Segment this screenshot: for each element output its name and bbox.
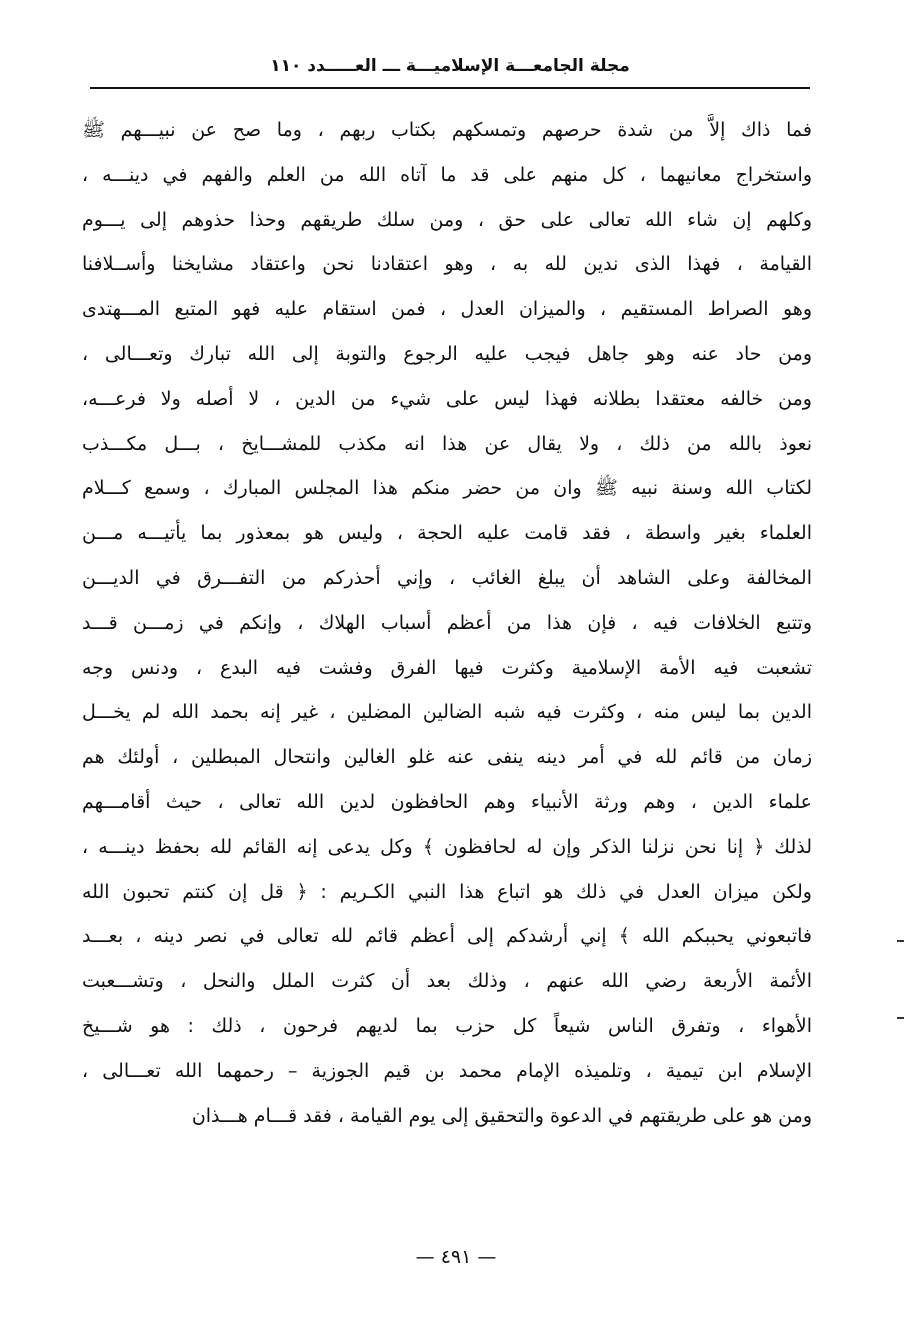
text-line: العلماء بغير واسطة ، فقد قامت عليه الحجة ، وليس هو بمعذور بما يأتيـــه مـــن xyxy=(82,522,812,545)
margin-mark xyxy=(897,940,904,942)
text-line: وتتبع الخلافات فيه ، فإن هذا من أعظم أسباب الهلاك ، وإنكم في زمـــن قـــد xyxy=(82,611,812,634)
page-number: — ٤٩١ — xyxy=(415,1246,497,1268)
text-line: الأهواء ، وتفرق الناس شيعاً كل حزب بما لديهم فرحون ، ذلك : هو شـــيخ xyxy=(82,1014,812,1037)
text-line: الدين بما ليس منه ، وكثرت فيه شبه الضالين المضلين ، غير إنه بحمد الله لم يخـــل xyxy=(82,701,812,724)
text-line: ومن خالفه معتقدا بطلانه فهذا ليس على شيء من الدين ، لا أصله ولا فرعـــه، xyxy=(82,387,812,410)
text-line: نعوذ بالله من ذلك ، ولا يقال عن هذا انه مكذب للمشـــايخ ، بـــل مكـــذب xyxy=(82,432,812,455)
header-rule xyxy=(90,87,810,89)
text-line: لذلك ﴿ إنا نحن نزلنا الذكر وإن له لحافظون ﴾ وكل يدعى إنه القائم لله بحفظ دينـــه ، xyxy=(82,835,812,858)
running-header: مجلة الجامعـــة الإسلاميـــة ـــ العـــــدد ١١٠ xyxy=(270,56,630,76)
text-line: ولكن ميزان العدل في ذلك هو اتباع هذا النبي الكـريم : ﴿ قل إن كنتم تحبون الله xyxy=(82,880,812,903)
text-line: المخالفة وعلى الشاهد أن يبلغ الغائب ، وإني أحذركم من التفـــرق في الديـــن xyxy=(82,566,812,589)
body-text xyxy=(82,108,812,1138)
text-line: لكتاب الله وسنة نبيه ﷺ وان من حضر منكم هذا المجلس المبارك ، وسمع كـــلام xyxy=(82,477,812,500)
text-line: فاتبعوني يحببكم الله ﴾ إني أرشدكم إلى أعظم قائم لله تعالى في نصر دينه ، بعـــد xyxy=(82,925,812,948)
text-line: وكلهم إن شاء الله تعالى على حق ، ومن سلك طريقهم وحذا حذوهم إلى يـــوم xyxy=(82,208,812,231)
text-line: علماء الدين ، وهم ورثة الأنبياء وهم الحافظون لدين الله تعالى ، حيث أقامـــهم xyxy=(82,790,812,813)
text-line: واستخراج معانيهما ، كل منهم على قد ما آتاه الله من العلم والفهم في دينـــه ، xyxy=(82,163,812,186)
margin-mark xyxy=(897,1017,904,1019)
text-line: ومن حاد عنه وهو جاهل فيجب عليه الرجوع والتوبة إلى الله تبارك وتعـــالى ، xyxy=(82,342,812,365)
text-line: زمان من قائم لله في أمر دينه ينفى عنه غلو الغالين وانتحال المبطلين ، أولئك هم xyxy=(82,746,812,769)
text-line: القيامة ، فهذا الذى ندين لله به ، وهو اعتقادنا نحن واعتقاد مشايخنا وأســلافنا xyxy=(82,253,812,276)
text-line: الإسلام ابن تيمية ، وتلميذه الإمام محمد بن قيم الجوزية – رحمهما الله تعـــالى ، xyxy=(82,1059,812,1082)
text-line: فما ذاك إلاَّ من شدة حرصهم وتمسكهم بكتاب ربهم ، وما صح عن نبيـــهم ﷺ xyxy=(82,119,812,141)
text-line: تشعبت فيه الأمة الإسلامية وكثرت فيها الفرق وفشت فيه البدع ، ودنس وجه xyxy=(82,656,812,679)
text-line: الأئمة الأربعة رضي الله عنهم ، وذلك بعد أن كثرت الملل والنحل ، وتشـــعبت xyxy=(82,970,812,993)
text-line: وهو الصراط المستقيم ، والميزان العدل ، فمن استقام عليه فهو المتبع المـــهتدى xyxy=(82,298,812,321)
text-line: ومن هو على طريقتهم في الدعوة والتحقيق إلى يوم القيامة ، فقد قـــام هـــذان xyxy=(191,1104,812,1127)
